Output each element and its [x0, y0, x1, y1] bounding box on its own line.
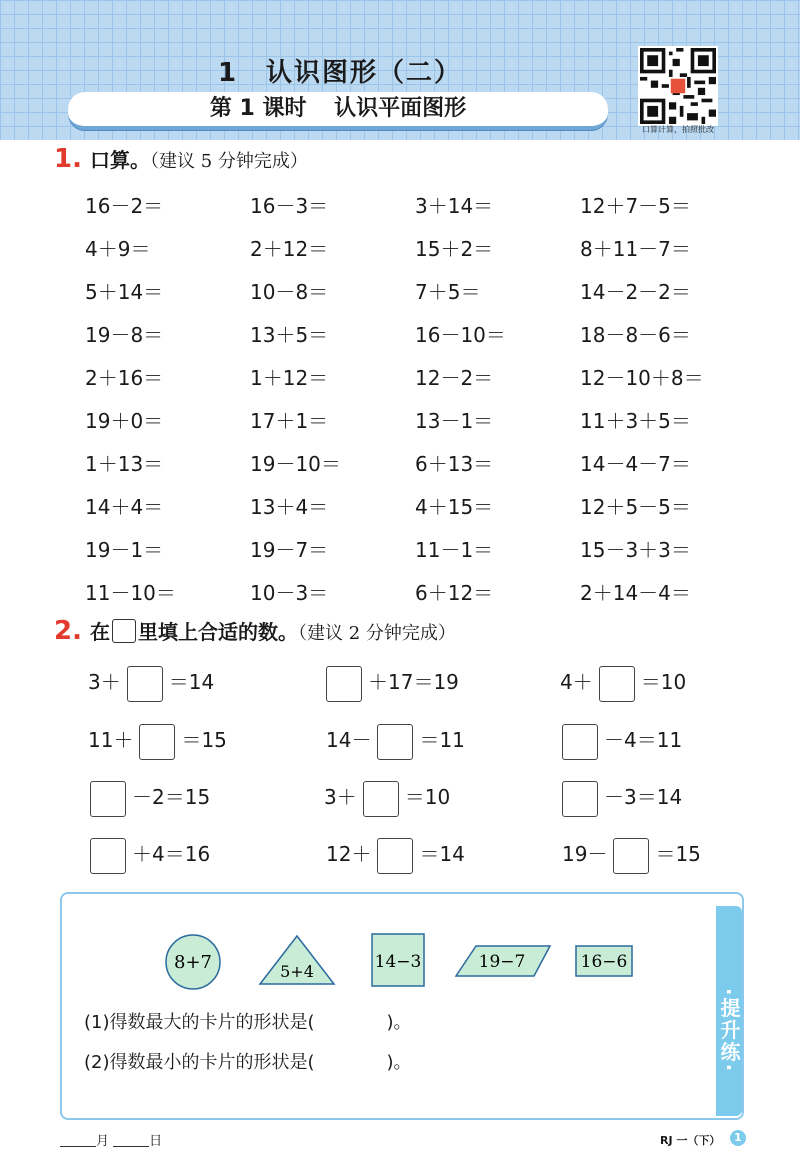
answer-box[interactable]: [90, 781, 126, 817]
calc-item: 11＋3＋5＝: [580, 409, 691, 433]
fill-item-before: 14－: [326, 728, 372, 752]
calc-item: 15＋2＝: [415, 237, 494, 261]
calc-item: 18－8－6＝: [580, 323, 691, 347]
calc-item: 11－1＝: [415, 538, 494, 562]
fill-item-after: ＝11: [419, 728, 465, 752]
card-rectangle-text: 16−6: [580, 952, 628, 972]
fill-item: [84, 834, 210, 874]
fill-item: [84, 777, 210, 817]
calc-item: 6＋12＝: [415, 581, 494, 605]
fill-item: [326, 834, 465, 874]
calc-item: 8＋11－7＝: [580, 237, 691, 261]
fill-item: [320, 662, 459, 702]
calc-item: 7＋5＝: [415, 280, 481, 304]
answer-box[interactable]: [127, 666, 163, 702]
calc-item: 13＋5＝: [250, 323, 329, 347]
answer-box[interactable]: [377, 838, 413, 874]
fill-item: [88, 720, 227, 760]
card-parallelogram-text: 19−7: [478, 952, 526, 972]
answer-box[interactable]: [363, 781, 399, 817]
qr-caption: 口算计算，拍照批改: [642, 125, 714, 134]
calc-item: 19＋0＝: [85, 409, 164, 433]
calc-item: 16－3＝: [250, 194, 329, 218]
calc-item: 16－2＝: [85, 194, 164, 218]
section2-title-after: 里填上合适的数。: [137, 620, 298, 644]
fill-item-after: －3＝14: [604, 785, 683, 809]
blank-box-icon: [112, 619, 136, 643]
card-square-text: 14−3: [374, 952, 422, 972]
section2-number: 2.: [54, 616, 82, 646]
fill-item: [88, 662, 214, 702]
calc-item: 4＋15＝: [415, 495, 494, 519]
calc-item: 12－10＋8＝: [580, 366, 704, 390]
calc-item: 19－1＝: [85, 538, 164, 562]
fill-item-before: 12＋: [326, 842, 372, 866]
fill-item-after: ＝15: [655, 842, 701, 866]
calc-item: 14＋4＝: [85, 495, 164, 519]
section2-title: [54, 616, 456, 646]
section1-title-text: 口算。: [89, 148, 150, 172]
calc-item: 12＋5－5＝: [580, 495, 691, 519]
fill-item-before: 19－: [562, 842, 608, 866]
card-square[interactable]: [372, 934, 424, 986]
calc-item: 2＋12＝: [250, 237, 329, 261]
calc-item: 14－2－2＝: [580, 280, 691, 304]
answer-box[interactable]: [326, 666, 362, 702]
calc-item: 10－8＝: [250, 280, 329, 304]
section1-number: 1.: [54, 144, 82, 174]
lesson-title: 认识平面图形: [334, 96, 467, 121]
calc-item: 13＋4＝: [250, 495, 329, 519]
fill-item-before: 11＋: [88, 728, 134, 752]
calc-item: 19－10＝: [250, 452, 341, 476]
calc-item: 3＋14＝: [415, 194, 494, 218]
card-circle[interactable]: [166, 935, 220, 989]
fill-item-before: 3＋: [324, 785, 357, 809]
calc-item: 13－1＝: [415, 409, 494, 433]
section2-hint: （建议 2 分钟完成）: [297, 623, 456, 644]
unit-title: 1 认识图形（二）: [217, 58, 463, 88]
calc-item: 12＋7－5＝: [580, 194, 691, 218]
fill-item-after: ＝10: [640, 670, 687, 694]
calc-item: 19－8＝: [85, 323, 164, 347]
section2-title-before: 在: [89, 620, 110, 644]
fill-item-after: ＋17＝19: [368, 670, 459, 694]
answer-box[interactable]: [562, 724, 598, 760]
calc-item: 10－3＝: [250, 581, 329, 605]
card-circle-text: 8+7: [174, 952, 212, 973]
fill-item-after: ＝15: [181, 728, 227, 752]
header-band: [0, 0, 800, 140]
card-parallelogram[interactable]: [456, 946, 550, 976]
card-triangle-text: 5+4: [280, 962, 314, 981]
card-rectangle[interactable]: [576, 946, 632, 976]
calc-item: 17＋1＝: [250, 409, 329, 433]
fill-item-before: 3＋: [88, 670, 121, 694]
card-triangle[interactable]: [260, 936, 334, 984]
calc-item: 11－10＝: [85, 581, 176, 605]
calc-item: 12－2＝: [415, 366, 494, 390]
answer-box[interactable]: [90, 838, 126, 874]
fill-item: [326, 720, 465, 760]
fill-item-after: ＝14: [419, 842, 465, 866]
fill-item-before: 4＋: [560, 670, 593, 694]
section1-hint: （建议 5 分钟完成）: [149, 151, 308, 172]
fill-item: [562, 834, 701, 874]
calc-item: 1＋13＝: [85, 452, 164, 476]
calc-item: 5＋14＝: [85, 280, 164, 304]
fill-item-after: －4＝11: [604, 728, 683, 752]
question-1: (1)得数最大的卡片的形状是( )。: [84, 1012, 412, 1033]
calc-item: 15－3＋3＝: [580, 538, 691, 562]
qr-code-icon[interactable]: [638, 46, 718, 126]
month-label: 月: [96, 1134, 110, 1149]
section1-title: [54, 144, 308, 174]
answer-box[interactable]: [613, 838, 649, 874]
lesson-number: 第 1 课时: [209, 96, 307, 121]
footer-date: [60, 1130, 162, 1149]
shape-cards: [150, 920, 650, 1000]
question-2: (2)得数最小的卡片的形状是( )。: [84, 1052, 412, 1073]
answer-box[interactable]: [377, 724, 413, 760]
month-blank[interactable]: [60, 1146, 96, 1147]
fill-item-after: －2＝15: [132, 785, 211, 809]
book-code: RJ 一（下）: [660, 1134, 721, 1147]
calc-item: 19－7＝: [250, 538, 329, 562]
fill-item: [324, 777, 450, 817]
fill-item: [560, 662, 686, 702]
fill-item: [556, 777, 682, 817]
lesson-bar: [68, 92, 608, 130]
answer-box[interactable]: [599, 666, 635, 702]
answer-box[interactable]: [562, 781, 598, 817]
fill-item-after: ＝10: [404, 785, 451, 809]
calc-item: 2＋14－4＝: [580, 581, 691, 605]
calc-item: 4＋9＝: [85, 237, 151, 261]
calc-item: 6＋13＝: [415, 452, 494, 476]
panel-tab-label: ·提升练·: [716, 906, 742, 1116]
day-label: 日: [149, 1134, 163, 1149]
fill-item: [556, 720, 682, 760]
answer-box[interactable]: [139, 724, 175, 760]
calc-item: 1＋12＝: [250, 366, 329, 390]
day-blank[interactable]: [113, 1146, 149, 1147]
fill-item-after: ＝14: [168, 670, 215, 694]
calc-item: 14－4－7＝: [580, 452, 691, 476]
calc-item: 16－10＝: [415, 323, 506, 347]
page-number: 1: [730, 1130, 746, 1146]
fill-item-after: ＋4＝16: [132, 842, 211, 866]
calc-item: 2＋16＝: [85, 366, 164, 390]
